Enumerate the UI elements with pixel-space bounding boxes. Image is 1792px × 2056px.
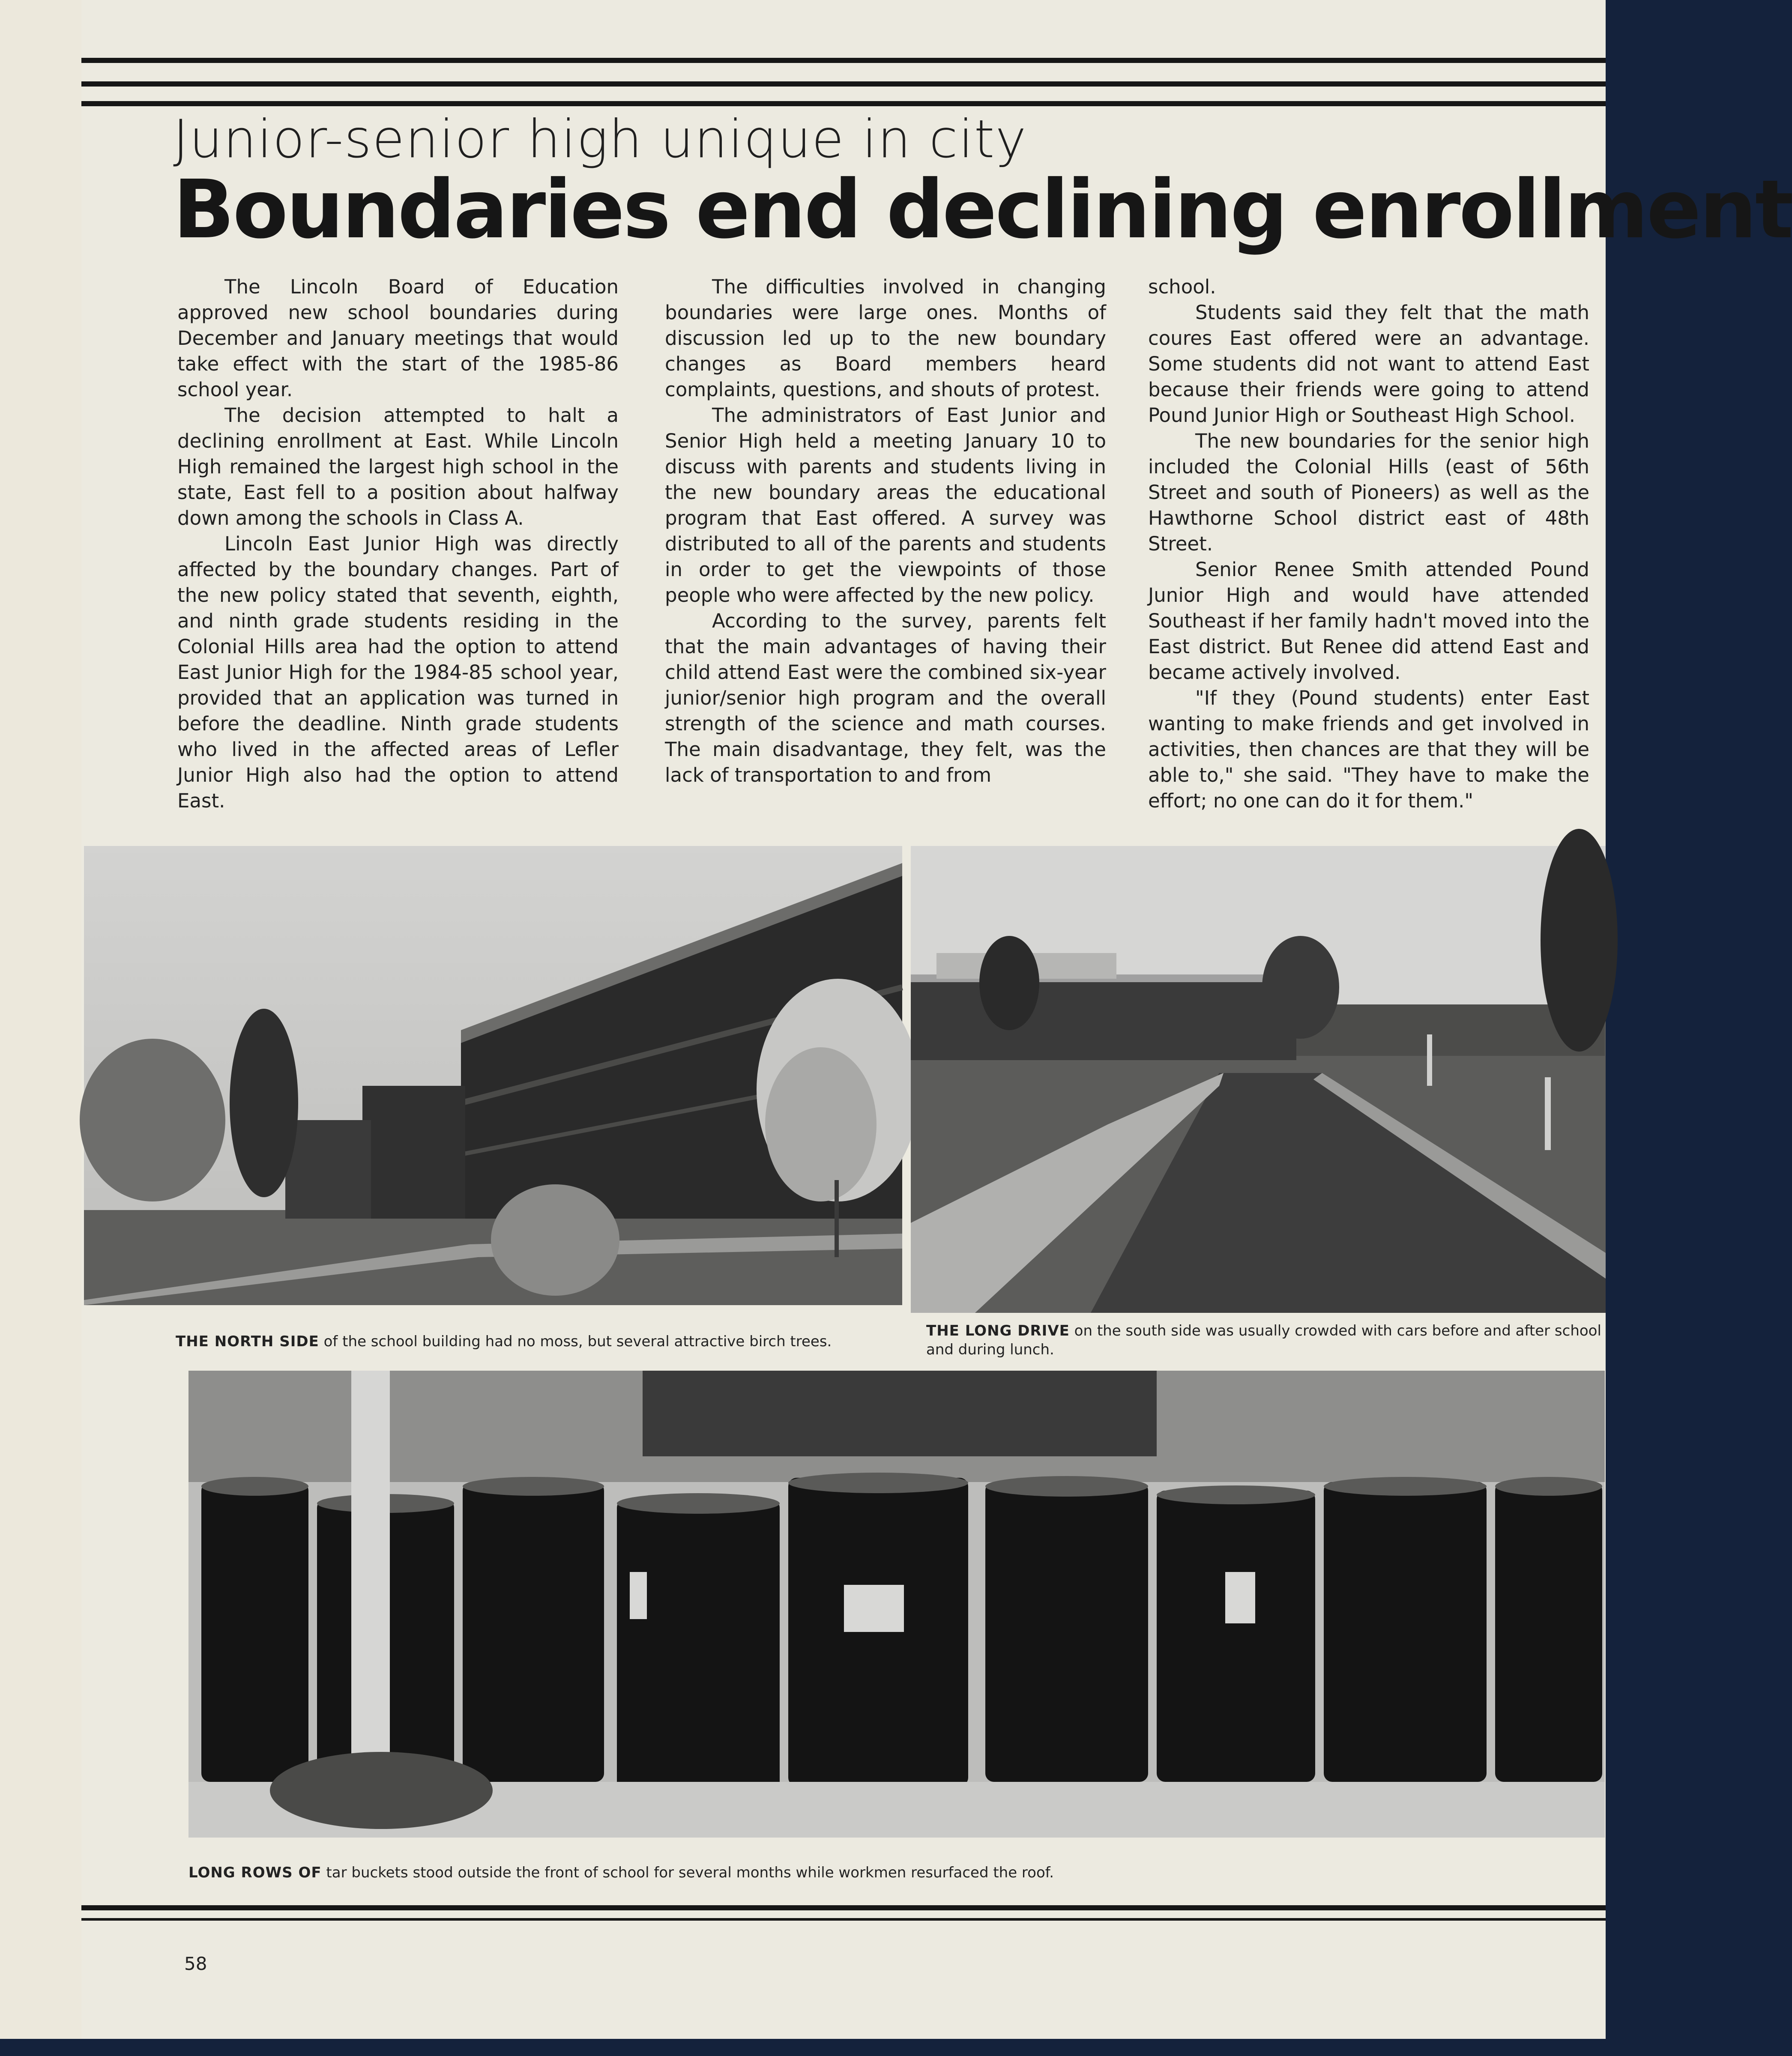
caption-text: on the south side was usually crowded with cars before and after school and during lunch.: [926, 1322, 1601, 1358]
paragraph: The new boundaries for the senior high included the Colonial Hills (east of 56th Street and south of Pioneers) as well as the Hawthorne School district east of 48th Street.: [1148, 430, 1589, 555]
caption-lead: LONG ROWS OF: [188, 1864, 322, 1881]
yearbook-page: [81, 0, 1792, 2039]
article-kicker: Junior-senior high unique in city: [173, 109, 1027, 170]
bottom-rule: [81, 1905, 1606, 1910]
paragraph: school.: [1148, 275, 1216, 298]
article-headline: Boundaries end declining enrollment: [173, 163, 1792, 257]
article-column-2: [665, 274, 1106, 788]
paragraph: Students said they felt that the math coures East offered were an advantage. Some students did not want to attend East because their friends were going to attend Pound Junior High or Southeast High School.: [1148, 301, 1589, 427]
photo-north-side: [84, 846, 902, 1305]
article-column-3: [1148, 274, 1589, 814]
caption-tar-buckets: [188, 1863, 1559, 1882]
paragraph: The Lincoln Board of Education approved new school boundaries during December and January meetings that would take effect with the start of the 1985-86 school year.: [177, 275, 619, 401]
paragraph: Lincoln East Junior High was directly affected by the boundary changes. Part of the new policy stated that seventh, eighth, and ninth grade students residing in the Colonial Hills area had the option to attend East Junior High for the 1984-85 school year, provided that an application was turned in before the deadline. Ninth grade students who lived in the affected areas of Lefler Junior High also had the option to attend East.: [177, 532, 619, 812]
caption-text: tar buckets stood outside the front of school for several months while workmen resurfaced the roof.: [321, 1864, 1054, 1881]
caption-long-drive: [926, 1321, 1603, 1359]
page-number: 58: [184, 1953, 207, 1974]
caption-north-side: [176, 1332, 904, 1351]
paragraph: The difficulties involved in changing boundaries were large ones. Months of discussion led up to the new boundary changes as Board members heard complaints, questions, and shouts of protest.: [665, 275, 1106, 401]
caption-lead: THE LONG DRIVE: [926, 1322, 1070, 1339]
page-edge: [51, 0, 83, 2039]
paragraph: Senior Renee Smith attended Pound Junior High and would have attended Southeast if her family hadn't moved into the East district. But Renee did attend East and became actively involved.: [1148, 558, 1589, 684]
photo-tar-buckets: [188, 1371, 1605, 1838]
caption-text: of the school building had no moss, but several attractive birch trees.: [319, 1333, 832, 1350]
top-rule: [81, 58, 1606, 63]
photo-long-drive: [911, 846, 1606, 1313]
paragraph: According to the survey, parents felt that the main advantages of having their child attend East were the combined six-year junior/senior high program and the overall strength of the science and math courses. The main disadvantage, they felt, was the lack of transportation to and from: [665, 610, 1106, 786]
caption-lead: THE NORTH SIDE: [176, 1333, 319, 1350]
article-column-1: [177, 274, 619, 814]
paragraph: The decision attempted to halt a declining enrollment at East. While Lincoln High remained the largest high school in the state, East fell to a position about halfway down among the schools in Class A.: [177, 404, 619, 529]
top-rule: [81, 101, 1606, 106]
bottom-rule: [81, 1918, 1606, 1921]
paragraph: "If they (Pound students) enter East wanting to make friends and get involved in activities, then chances are that they will be able to," she said. "They have to make the effort; no one can do it for them.": [1148, 687, 1589, 812]
paragraph: The administrators of East Junior and Senior High held a meeting January 10 to discuss with parents and students living in the new boundary areas the educational program that East offered. A survey was distributed to all of the parents and students in order to get the viewpoints of those people who were affected by the new policy.: [665, 404, 1106, 607]
top-rule: [81, 81, 1606, 87]
